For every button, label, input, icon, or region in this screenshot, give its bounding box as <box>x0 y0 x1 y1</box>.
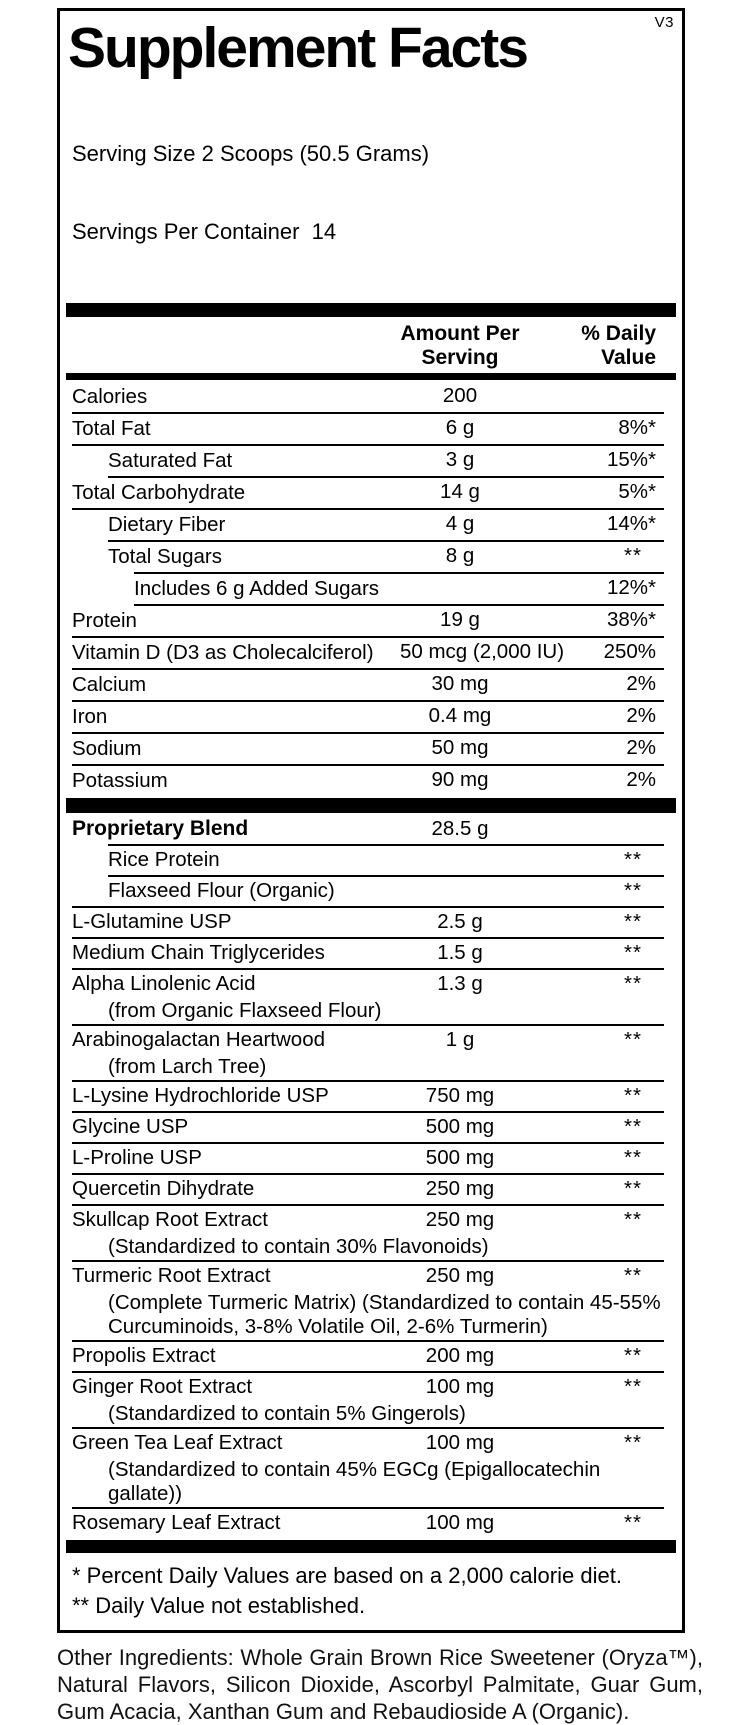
amount-cell: 250 mg <box>425 1177 495 1200</box>
row-potassium <box>60 764 682 796</box>
footnote-daily-values: * Percent Daily Values are based on a 2,000 calorie diet. <box>72 1563 622 1588</box>
daily-value-cell: 2% <box>626 672 656 695</box>
row-l-lysine <box>60 1080 682 1111</box>
servings-per-container: Servings Per Container 14 <box>72 219 337 244</box>
daily-value-cell: ** <box>624 544 642 567</box>
daily-value-cell: ** <box>624 879 642 902</box>
nutrient-label: Includes 6 g Added Sugars <box>134 577 380 600</box>
row-total-sugars <box>60 540 682 572</box>
nutrient-label: L-Proline USP <box>72 1146 202 1169</box>
nutrient-label: Sodium <box>72 737 142 760</box>
section-divider-proprietary <box>66 798 676 813</box>
row-quercetin <box>60 1173 682 1204</box>
nutrient-label: Rosemary Leaf Extract <box>72 1511 281 1534</box>
daily-value-cell: ** <box>624 941 642 964</box>
amount-cell: 0.4 mg <box>428 704 492 727</box>
amount-cell: 200 <box>442 384 478 407</box>
row-sodium <box>60 732 682 764</box>
nutrient-label: L-Glutamine USP <box>72 910 232 933</box>
row-total-carbohydrate <box>60 476 682 508</box>
nutrient-label: Rice Protein <box>108 848 220 871</box>
nutrient-note: (Standardized to contain 45% EGCg (Epigallocatechin gallate)) <box>108 1458 601 1505</box>
nutrient-note: (Standardized to contain 5% Gingerols) <box>108 1402 466 1425</box>
row-saturated-fat <box>60 444 682 476</box>
row-l-proline <box>60 1142 682 1173</box>
daily-value-cell: ** <box>624 972 642 995</box>
row-calcium <box>60 668 682 700</box>
other-ingredients: Other Ingredients: Whole Grain Brown Rice Sweetener (Oryza™), Natural Flavors, Silicon Dioxide, Ascorbyl Palmitate, Guar Gum, Gum Acacia, Xanthan Gum and Rebaudioside A (Organic). <box>57 1645 703 1724</box>
daily-value-cell: 15%* <box>606 448 656 471</box>
daily-value-cell: 38%* <box>606 608 656 631</box>
nutrient-label: Proprietary Blend <box>72 817 249 840</box>
amount-cell: 1 g <box>445 1028 475 1051</box>
amount-cell: 750 mg <box>425 1084 495 1107</box>
nutrient-label: Turmeric Root Extract <box>72 1264 271 1287</box>
nutrient-label: Medium Chain Triglycerides <box>72 941 325 964</box>
row-l-glutamine <box>60 906 682 937</box>
daily-value-cell: 2% <box>626 704 656 727</box>
nutrient-note: (from Larch Tree) <box>108 1055 267 1078</box>
nutrient-label: Potassium <box>72 769 168 792</box>
section-divider-top <box>66 303 676 317</box>
amount-cell: 90 mg <box>431 768 489 791</box>
row-vitamin-d <box>60 636 682 668</box>
daily-value-cell: ** <box>624 1431 642 1454</box>
row-glycine <box>60 1111 682 1142</box>
nutrient-label: L-Lysine Hydrochloride USP <box>72 1084 329 1107</box>
daily-value-cell: ** <box>624 1177 642 1200</box>
row-flaxseed-flour <box>60 875 682 906</box>
daily-value-cell: ** <box>624 1146 642 1169</box>
nutrient-note: (Standardized to contain 30% Flavonoids) <box>108 1235 489 1258</box>
row-turmeric <box>60 1260 682 1340</box>
amount-cell: 500 mg <box>425 1115 495 1138</box>
column-header-daily-value: % Daily Value <box>581 322 656 369</box>
nutrient-label: Dietary Fiber <box>108 513 226 536</box>
nutrient-label: Protein <box>72 609 137 632</box>
amount-cell: 30 mg <box>431 672 489 695</box>
daily-value-cell: ** <box>624 1344 642 1367</box>
daily-value-cell: ** <box>624 910 642 933</box>
page <box>0 8 749 1724</box>
row-alpha-linolenic-acid <box>60 968 682 1024</box>
daily-value-cell: 2% <box>626 768 656 791</box>
row-green-tea <box>60 1427 682 1507</box>
amount-cell: 6 g <box>445 416 475 439</box>
amount-cell: 250 mg <box>425 1264 495 1287</box>
amount-cell: 1.5 g <box>437 941 483 964</box>
nutrient-note: (from Organic Flaxseed Flour) <box>108 999 382 1022</box>
amount-cell: 1.3 g <box>437 972 483 995</box>
daily-value-cell: 5%* <box>618 480 656 503</box>
amount-cell: 250 mg <box>425 1208 495 1231</box>
amount-cell: 28.5 g <box>431 817 489 840</box>
nutrient-label: Flaxseed Flour (Organic) <box>108 879 335 902</box>
nutrient-label: Arabinogalactan Heartwood <box>72 1028 325 1051</box>
daily-value-cell: 2% <box>626 736 656 759</box>
daily-value-cell: ** <box>624 1264 642 1287</box>
nutrient-label: Alpha Linolenic Acid <box>72 972 256 995</box>
nutrient-note: (Complete Turmeric Matrix) (Standardized to contain 45-55% Curcuminoids, 3-8% Volatile Oil, 2-6% Turmerin) <box>108 1291 661 1338</box>
amount-cell: 500 mg <box>425 1146 495 1169</box>
version-tag: V3 <box>654 14 674 31</box>
amount-cell: 14 g <box>440 480 480 503</box>
nutrient-label: Total Sugars <box>108 545 222 568</box>
nutrient-label: Quercetin Dihydrate <box>72 1177 255 1200</box>
daily-value-cell: ** <box>624 1511 642 1534</box>
row-added-sugars <box>60 572 682 604</box>
row-proprietary-blend <box>60 813 682 844</box>
row-rosemary <box>60 1507 682 1538</box>
amount-cell: 19 g <box>440 608 480 631</box>
daily-value-cell: ** <box>624 1084 642 1107</box>
row-dietary-fiber <box>60 508 682 540</box>
nutrient-label: Glycine USP <box>72 1115 189 1138</box>
amount-cell: 50 mcg (2,000 IU) <box>399 640 565 663</box>
nutrient-label: Green Tea Leaf Extract <box>72 1431 283 1454</box>
row-rice-protein <box>60 844 682 875</box>
supplement-facts-panel <box>57 8 685 1633</box>
column-headers <box>60 317 682 373</box>
amount-cell: 100 mg <box>425 1375 495 1398</box>
amount-cell: 100 mg <box>425 1511 495 1534</box>
header-divider <box>66 373 676 380</box>
row-propolis <box>60 1340 682 1371</box>
serving-info <box>60 77 682 297</box>
row-arabinogalactan <box>60 1024 682 1080</box>
amount-cell: 8 g <box>445 544 475 567</box>
column-header-amount: Amount Per Serving <box>400 322 520 369</box>
nutrient-label: Calories <box>72 385 148 408</box>
row-calories <box>60 380 682 412</box>
serving-size: Serving Size 2 Scoops (50.5 Grams) <box>72 141 430 166</box>
row-ginger <box>60 1371 682 1427</box>
nutrient-label: Ginger Root Extract <box>72 1375 253 1398</box>
amount-cell: 3 g <box>445 448 475 471</box>
row-medium-chain-triglycerides <box>60 937 682 968</box>
nutrient-label: Skullcap Root Extract <box>72 1208 268 1231</box>
daily-value-cell: 250% <box>603 640 656 663</box>
nutrient-label: Propolis Extract <box>72 1344 216 1367</box>
nutrient-label: Total Carbohydrate <box>72 481 246 504</box>
daily-value-cell: 8%* <box>618 416 656 439</box>
daily-value-cell: 14%* <box>606 512 656 535</box>
nutrient-label: Calcium <box>72 673 147 696</box>
amount-cell: 50 mg <box>431 736 489 759</box>
row-protein <box>60 604 682 636</box>
row-iron <box>60 700 682 732</box>
daily-value-cell: 12%* <box>606 576 656 599</box>
amount-cell: 4 g <box>445 512 475 535</box>
proprietary-section <box>60 813 682 1538</box>
nutrient-label: Total Fat <box>72 417 151 440</box>
section-divider-bottom <box>66 1540 676 1553</box>
amount-cell: 100 mg <box>425 1431 495 1454</box>
nutrient-label: Saturated Fat <box>108 449 233 472</box>
panel-title: Supplement Facts <box>68 16 527 80</box>
footnote-not-established: ** Daily Value not established. <box>72 1593 366 1618</box>
daily-value-cell: ** <box>624 1115 642 1138</box>
footnotes <box>60 1553 682 1630</box>
row-skullcap <box>60 1204 682 1260</box>
nutrient-label: Iron <box>72 705 108 728</box>
row-total-fat <box>60 412 682 444</box>
daily-value-cell: ** <box>624 1375 642 1398</box>
amount-cell: 2.5 g <box>437 910 483 933</box>
daily-value-cell: ** <box>624 1208 642 1231</box>
daily-value-cell: ** <box>624 1028 642 1051</box>
nutrient-label: Vitamin D (D3 as Cholecalciferol) <box>72 641 374 664</box>
daily-value-cell: ** <box>624 848 642 871</box>
amount-cell: 200 mg <box>425 1344 495 1367</box>
